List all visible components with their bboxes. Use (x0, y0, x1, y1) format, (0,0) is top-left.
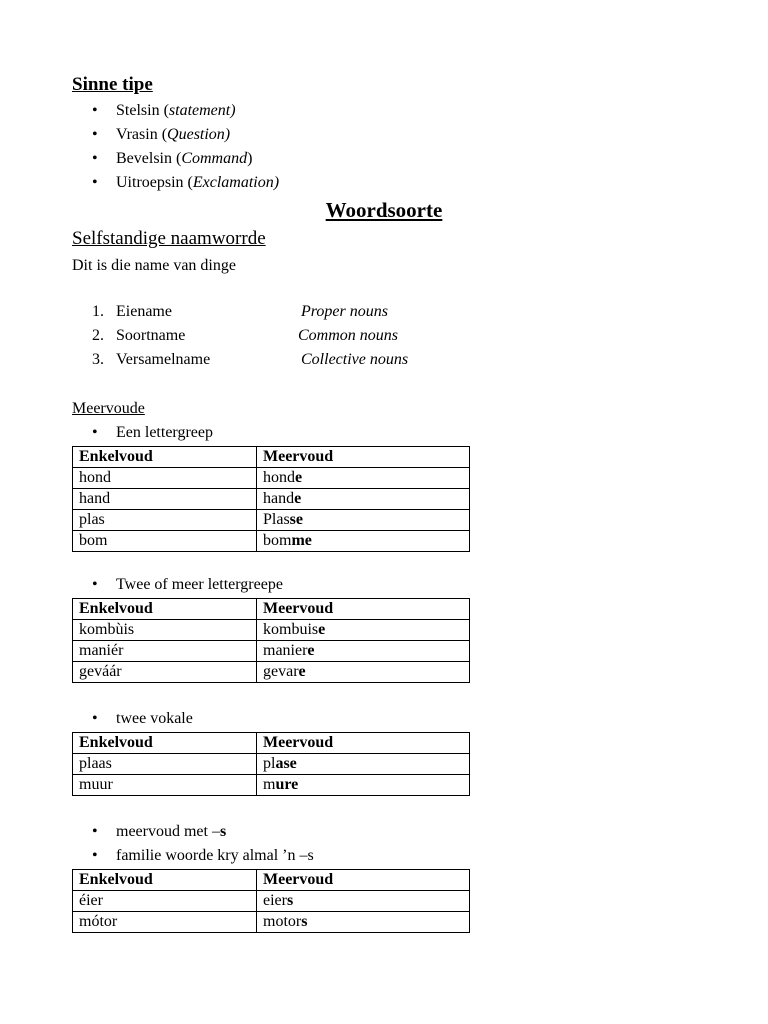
plural-suffix: me (291, 532, 312, 549)
header-cell: Enkelvoud (73, 599, 257, 620)
plural-cell (257, 891, 470, 912)
plural-stem: hond (263, 469, 295, 486)
table-header-row (73, 870, 470, 891)
item-translation: statement) (168, 102, 236, 119)
plural-suffix: e (298, 663, 306, 680)
plural-stem: manier (263, 642, 308, 659)
plural-suffix: ase (275, 755, 297, 772)
header-cell: Enkelvoud (73, 447, 257, 468)
item-number: 3. (92, 351, 104, 368)
bullet-icon: • (92, 174, 98, 191)
plural-table (72, 732, 470, 796)
table-header-row (73, 733, 470, 754)
item-text: Stelsin ( (116, 102, 169, 119)
bullet-icon: • (92, 126, 98, 143)
item-translation: Collective nouns (301, 351, 409, 368)
list-item (72, 844, 472, 868)
item-number: 2. (92, 327, 104, 344)
singular-cell: geváár (73, 662, 257, 683)
bullet-list (72, 421, 472, 445)
plural-stem: eier (263, 892, 287, 909)
list-item (72, 324, 572, 348)
table-row (73, 620, 470, 641)
bullet-icon: • (92, 823, 98, 840)
item-tail: ) (247, 150, 253, 167)
table-row (73, 754, 470, 775)
header-cell: Meervoud (257, 599, 470, 620)
singular-cell: plaas (73, 754, 257, 775)
table-row (73, 641, 470, 662)
bullet-list (72, 820, 472, 868)
bullet-list (72, 573, 472, 597)
subheading-selfstandige-naamwoorde: Selfstandige naamworrde (72, 228, 266, 249)
singular-cell: plas (73, 510, 257, 531)
header-cell: Meervoud (257, 870, 470, 891)
item-text: Een lettergreep (116, 424, 213, 441)
plural-suffix: s (301, 913, 308, 930)
list-item (72, 171, 279, 195)
item-number: 1. (92, 303, 104, 320)
item-text: Eiename (116, 303, 172, 320)
singular-cell: hond (73, 468, 257, 489)
bullet-icon: • (92, 150, 98, 167)
noun-types-list (72, 300, 572, 372)
plural-table (72, 598, 470, 683)
bullet-list (72, 707, 472, 731)
item-text: Versamelname (116, 351, 211, 368)
table-row (73, 510, 470, 531)
plural-suffix: ure (275, 776, 299, 793)
table-row (73, 775, 470, 796)
plural-stem: motor (263, 913, 302, 930)
table-row (73, 489, 470, 510)
plural-cell (257, 775, 470, 796)
list-item (72, 300, 572, 324)
singular-cell: bom (73, 531, 257, 552)
plural-cell (257, 468, 470, 489)
singular-cell: maniér (73, 641, 257, 662)
plural-cell (257, 912, 470, 933)
plural-suffix: s (286, 892, 294, 909)
bullet-icon: • (92, 847, 98, 864)
bullet-icon: • (92, 102, 98, 119)
table-row (73, 531, 470, 552)
table-header-row (73, 447, 470, 468)
plural-suffix: e (295, 469, 303, 486)
plural-stem: Plas (263, 511, 290, 528)
header-cell: Enkelvoud (73, 870, 257, 891)
list-item (72, 421, 472, 445)
singular-cell: éier (73, 891, 257, 912)
plural-stem: gevar (263, 663, 299, 680)
item-translation: Command (181, 150, 248, 167)
plural-stem: kombuis (263, 621, 319, 638)
item-translation: Common nouns (298, 327, 399, 344)
heading-woordsoorte: Woordsoorte (325, 198, 443, 222)
plural-suffix: e (294, 490, 302, 507)
table-header-row (73, 599, 470, 620)
item-text: twee vokale (116, 710, 193, 727)
plural-stem: m (263, 776, 276, 793)
item-bold-suffix: s (219, 823, 227, 840)
item-translation: Proper nouns (301, 303, 388, 320)
plural-stem: hand (263, 490, 295, 507)
list-item (72, 123, 279, 147)
plural-cell (257, 662, 470, 683)
item-text: meervoud met – (116, 823, 220, 840)
plural-cell (257, 620, 470, 641)
plural-suffix: e (307, 642, 315, 659)
plural-cell (257, 510, 470, 531)
plural-table (72, 446, 470, 552)
plural-suffix: se (289, 511, 303, 528)
bullet-icon: • (92, 710, 98, 727)
plural-table (72, 869, 470, 933)
table-row (73, 662, 470, 683)
plural-stem: bom (263, 532, 292, 549)
description-text: Dit is die name van dinge (72, 257, 236, 274)
header-cell: Meervoud (257, 733, 470, 754)
singular-cell: kombùis (73, 620, 257, 641)
table-row (73, 891, 470, 912)
singular-cell: mótor (73, 912, 257, 933)
list-item (72, 573, 472, 597)
header-cell: Meervoud (257, 447, 470, 468)
list-item (72, 707, 472, 731)
list-item (72, 348, 572, 372)
item-translation: Question) (167, 126, 231, 143)
singular-cell: muur (73, 775, 257, 796)
item-translation: Exclamation) (192, 174, 280, 191)
sentence-types-list (72, 99, 279, 195)
plural-cell (257, 641, 470, 662)
list-item (72, 820, 472, 844)
item-text: familie woorde kry almal ’n –s (116, 847, 314, 864)
plural-cell (257, 531, 470, 552)
singular-cell: hand (73, 489, 257, 510)
item-text: Uitroepsin ( (116, 174, 193, 191)
heading-sinne-tipe: Sinne tipe (72, 74, 153, 95)
item-text: Vrasin ( (116, 126, 168, 143)
header-cell: Enkelvoud (73, 733, 257, 754)
table-row (73, 912, 470, 933)
heading-meervoude: Meervoude (72, 400, 145, 417)
item-text: Soortname (116, 327, 186, 344)
plural-stem: pl (263, 755, 276, 772)
item-text: Twee of meer lettergreepe (116, 576, 283, 593)
plural-cell (257, 754, 470, 775)
bullet-icon: • (92, 576, 98, 593)
table-row (73, 468, 470, 489)
plural-suffix: e (318, 621, 326, 638)
plural-cell (257, 489, 470, 510)
list-item (72, 99, 279, 123)
item-text: Bevelsin ( (116, 150, 182, 167)
bullet-icon: • (92, 424, 98, 441)
list-item (72, 147, 279, 171)
